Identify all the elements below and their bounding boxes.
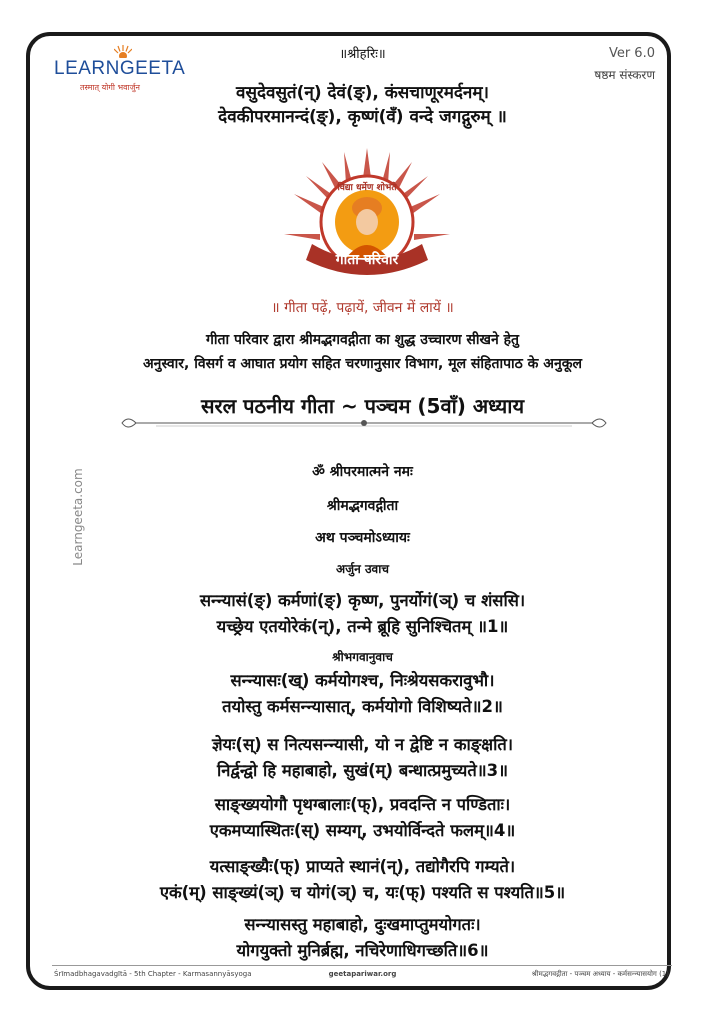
- verse-5-line-1: यत्साङ्ख्यैः(फ्) प्राप्यते स्थानं(न्), तद्योगैरपि गम्यते।: [209, 857, 516, 876]
- verse-6-line-1: सन्न्यासस्तु महाबाहो, दुःखमाप्तुमयोगतः।: [244, 915, 481, 934]
- verse-1-line-2: यच्छ्रेय एतयोरेकं(न्), तन्मे ब्रूहि सुनिश्चितम् ॥1॥: [216, 617, 509, 636]
- verse-6-line-2: योगयुक्तो मुनिर्ब्रह्म, नचिरेणाधिगच्छति॥6॥: [236, 941, 489, 960]
- verse-2-line-1: सन्न्यासः(ख्) कर्मयोगश्च, निःश्रेयसकरावुभौ।: [230, 671, 495, 690]
- logo-text: LEARNGEETA: [54, 58, 186, 79]
- verse-3-line-2: निर्द्वन्द्वो हि महाबाहो, सुखं(म्) बन्धात्प्रमुच्यते॥3॥: [216, 761, 509, 780]
- ornamental-divider: [116, 414, 612, 432]
- invocation-line-1: वसुदेवसुतं(न्) देवं(ङ्), कंसचाणूरमर्दनम्।: [236, 83, 489, 103]
- invocation-line-2: देवकीपरमानन्दं(ङ्), कृष्णं(वँ) वन्दे जगद्गुरुम् ॥: [218, 107, 507, 127]
- emblem-banner-text: गीता परिवार: [335, 252, 399, 268]
- emblem-arc-text: विद्या धर्मेण शोभते: [337, 183, 397, 193]
- footer-right: श्रीमद्भगवद्गीता - पञ्चम अध्याय - कर्मसन्न्यासयोग (1): [531, 970, 669, 978]
- footer-left: Śrīmadbhagavadgītā - 5th Chapter - Karmasannyāsyoga: [54, 970, 252, 978]
- verse-2-line-2: तयोस्तु कर्मसन्न्यासात्, कर्मयोगो विशिष्यते॥2॥: [222, 697, 503, 716]
- version-label: Ver 6.0: [608, 46, 655, 61]
- verse-3-line-1: ज्ञेयः(स्) स नित्यसन्न्यासी, यो न द्वेष्टि न काङ्क्षति।: [211, 735, 514, 754]
- footer-website-link[interactable]: geetapariwar.org: [328, 970, 397, 978]
- logo-tagline: तस्मात् योगी भवार्जुन: [80, 83, 140, 92]
- edition-label: षष्ठम संस्करण: [594, 68, 655, 82]
- om-invocation: ॐ श्रीपरमात्मने नमः: [312, 464, 413, 480]
- tagline: ॥ गीता पढ़ें, पढ़ायें, जीवन में लायें ॥: [271, 300, 454, 316]
- gita-parivar-emblem: [282, 148, 452, 288]
- verse-4-line-1: साङ्ख्ययोगौ पृथग्बालाः(फ्), प्रवदन्ति न पण्डिताः।: [214, 795, 511, 814]
- chapter-opening: अथ पञ्चमोऽध्यायः: [315, 530, 410, 546]
- speaker-arjuna: अर्जुन उवाच: [336, 562, 389, 576]
- description-line-2: अनुस्वार, विसर्ग व आघात प्रयोग सहित चरणानुसार विभाग, मूल संहितापाठ के अनुकूल: [142, 356, 582, 372]
- description-line-1: गीता परिवार द्वारा श्रीमद्भगवद्गीता का शुद्ध उच्चारण सीखने हेतु: [205, 332, 519, 348]
- shriharih-heading: ॥श्रीहरिः॥: [339, 47, 386, 62]
- side-website-label: Learngeeta.com: [71, 468, 85, 566]
- verse-1-line-1: सन्न्यासं(ङ्) कर्मणां(ङ्) कृष्ण, पुनर्योगं(ञ्) च शंससि।: [199, 591, 526, 610]
- verse-4-line-2: एकमप्यास्थितः(स्) सम्यग्, उभयोर्विन्दते फलम्॥4॥: [209, 821, 516, 840]
- gita-heading: श्रीमद्भगवद्गीता: [326, 498, 399, 514]
- speaker-bhagavan: श्रीभगवानुवाच: [332, 650, 393, 664]
- chapter-title: सरल पठनीय गीता ~ पञ्चम (5वाँ) अध्याय: [200, 394, 525, 418]
- footer-rule: [52, 965, 672, 966]
- verse-5-line-2: एकं(म्) साङ्ख्यं(ञ्) च योगं(ञ्) च, यः(फ्) पश्यति स पश्यति॥5॥: [159, 883, 566, 902]
